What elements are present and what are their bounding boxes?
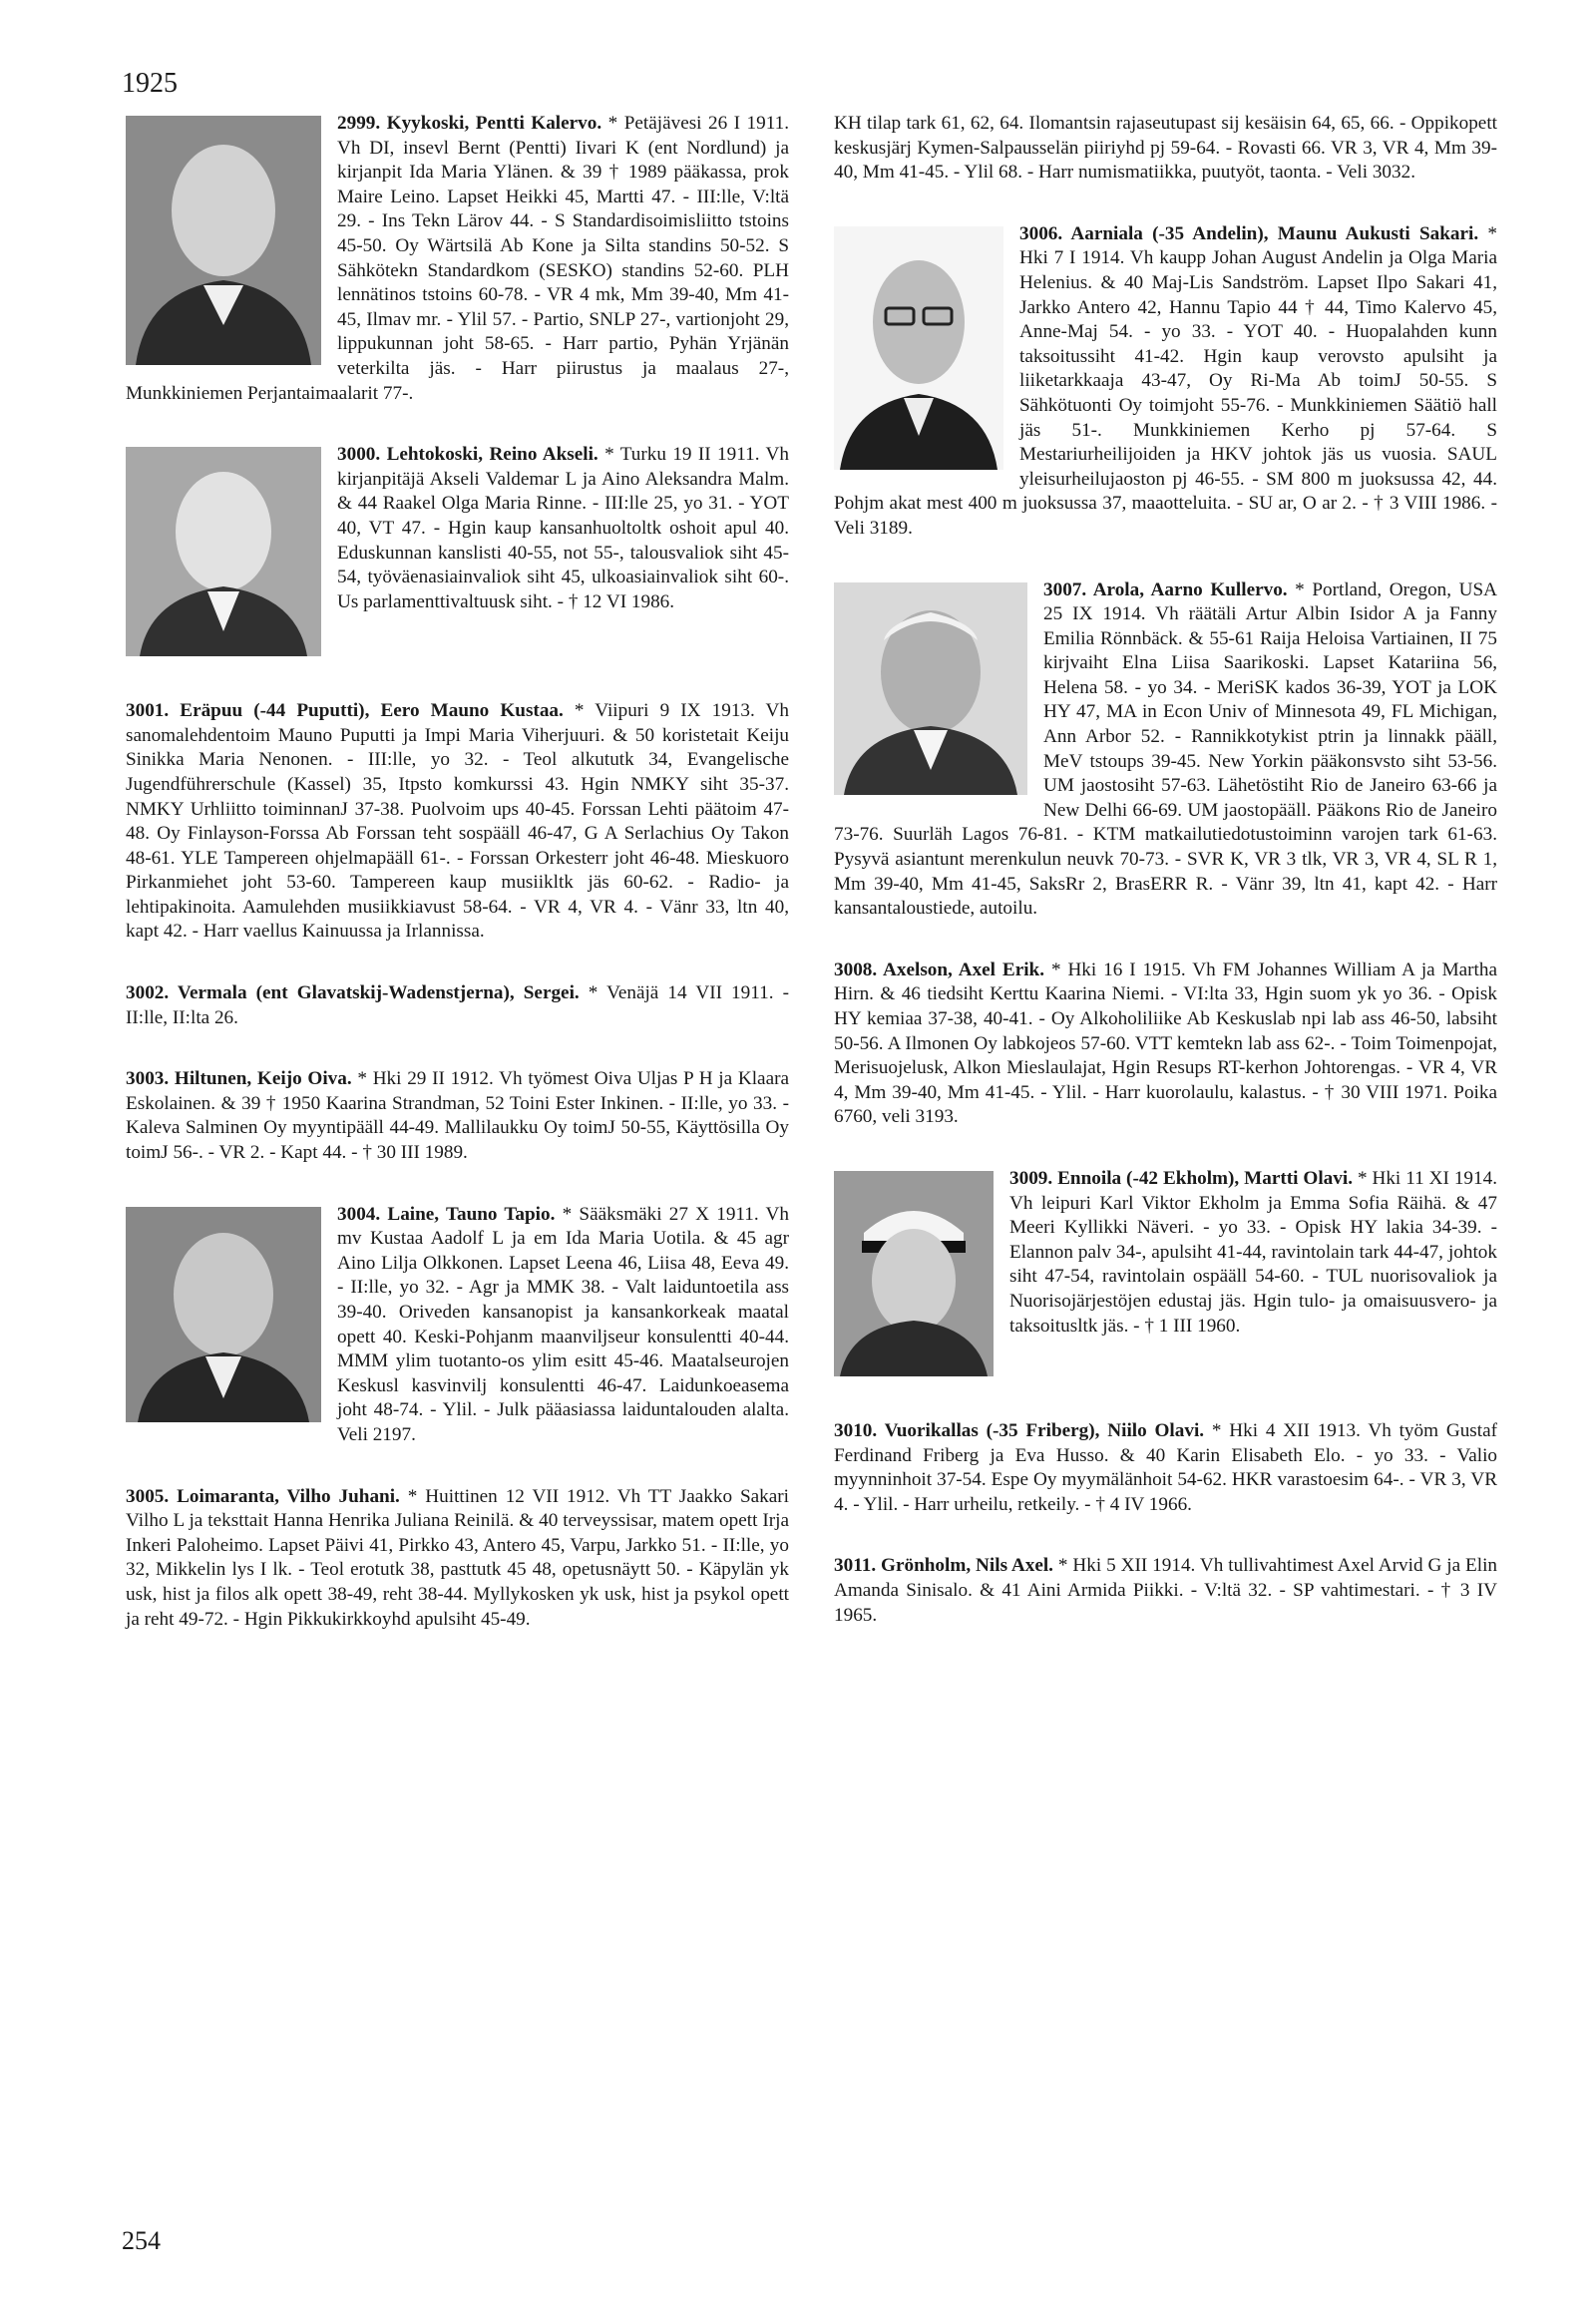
entry-number: 2999.: [337, 113, 381, 134]
portrait-photo-3007: [834, 582, 1027, 795]
entry-text: * Hki 16 I 1915. Vh FM Johannes William A ja Martha Hirn. & 46 tiedsiht Kerttu Kaarina Niemi. - VI:lta 33, Hgin suom yk yo 36. - Opisk HY kemiaa 37-38, 40-41. - Oy Alkoholiliike Ab Keskuslab npi lab ass 46-50, labsiht 50-56. A Ilmonen Oy labkojeos 57-60. VTT kemtekn lab ass 62-. - Toim Toimenpojat, Merisuojelusk, Alkon Mieslaulajat, Hgin Resups RT-kerhon Johtorengas. - VR 4, VR 4, Mm 39-40, Mm 41-45. - Ylil. - Harr kuorolaulu, kalastus. - † 30 VIII 1971. Poika 6760, veli 3193.: [834, 959, 1497, 1128]
entry-text: * Sääksmäki 27 X 1911. Vh mv Kustaa Aadolf L ja em Ida Maria Uotila. & 45 agr Aino Lilja Olkkonen. Lapset Leena 46, Liisa 48, Eeva 49. - II:lle, yo 32. - Agr ja MMK 38. - Valt laiduntoetila ass 39-40. Oriveden kansanopist ja kansankorkeak maatal opett 40. Keski-Pohjanm maanviljseur konsulentti 40-44. MMM ylim tuotanto-os ylim esitt 45-46. Maatalseurojen Keskusl kasvinvilj konsulentti 46-47. Laidunkoeasema joht 48-74. - Ylil. - Julk pääasiassa laiduntalouden alalta. Veli 2197.: [337, 1203, 790, 1445]
entry-text: * Turku 19 II 1911. Vh kirjanpitäjä Akseli Valdemar L ja Aino Aleksandra Malm. & 44 Raakel Olga Maria Rinne. - III:lle 25, yo 31. - YOT 40, VT 47. - Hgin kaup kansanhuoltoltk oshoit apul 40. Eduskunnan kanslisti 40-55, not 55-, talousvaliok siht 45-54, työväenasiainvaliok siht 45, ulkoasiainvaliok siht 60-. Us parlamenttivaltuusk siht. - † 12 VI 1986.: [337, 444, 790, 612]
entry-name: Laine, Tauno Tapio.: [387, 1203, 556, 1225]
entry-number: 3003.: [126, 1068, 170, 1090]
entry-number: 3007.: [1043, 578, 1087, 600]
entry-name: Vermala (ent Glavatskij-Wadenstjerna), Sergei.: [177, 982, 580, 1004]
entry-text: * Hki 5 XII 1914. Vh tullivahtimest Axel Arvid G ja Elin Amanda Sinisalo. & 41 Aini Armida Piikki. - V:ltä 32. - SP vahtimestari. - † 3 IV 1965.: [834, 1555, 1497, 1626]
entry-name: Kyykoski, Pentti Kalervo.: [386, 113, 602, 134]
entry-name: Aarniala (-35 Andelin), Maunu Aukusti Sakari.: [1070, 222, 1479, 244]
entry-3010: [834, 1419, 1497, 1517]
entry-3001: [126, 699, 789, 945]
entry-text: * Petäjävesi 26 I 1911. Vh DI, insevl Bernt (Pentti) Iivari K (ent Nordlund) ja kirjanpit Ida Maria Ylänen. & 39 † 1989 pääkassa, prok Maire Leino. Lapset Heikki 45, Martti 47. - III:lle, V:ltä 29. - Ins Tekn Lärov 44. - S Standardisoimisliitto tstoins 45-50. Oy Wärtsilä Ab Kone ja Silta standins 50-52. S Sähkötekn Standardkom (SESKO) standins 52-60. PLH lennätinos tstoins 60-78. - VR 4 mk, Mm 39-40, Mm 41-45, Ilmav mr. - Ylil 57. - Partio, SNLP 27-, vartionjoht 29, lippukunnan joht 58-65. - Harr partio, Pyhän Yrjänän veterkilta jäs. - Harr piirustus ja maalaus 27-, Munkkiniemen Perjantaimaalarit 77-.: [126, 113, 789, 404]
portrait-photo-3004: [126, 1207, 321, 1422]
entry-3009: [834, 1167, 1497, 1382]
entry-3002: [126, 981, 789, 1030]
right-column: [834, 112, 1497, 1665]
entry-number: 3000.: [337, 444, 381, 466]
entry-3004: [126, 1203, 789, 1448]
page-year-header: 1925: [122, 68, 178, 99]
entry-3005: [126, 1485, 789, 1633]
entry-number: 3008.: [834, 959, 878, 980]
entry-name: Axelson, Axel Erik.: [883, 959, 1045, 980]
entry-name: Grönholm, Nils Axel.: [881, 1555, 1053, 1577]
left-column: [126, 112, 789, 1669]
entry-text: * Venäjä 14 VII 1911. - II:lle, II:lta 26.: [126, 982, 789, 1028]
page-number: 254: [122, 2226, 161, 2255]
entry-number: 3002.: [126, 982, 170, 1004]
entry-name: Hiltunen, Keijo Oiva.: [174, 1068, 352, 1090]
entry-text: * Portland, Oregon, USA 25 IX 1914. Vh räätäli Artur Albin Isidor A ja Fanny Emilia Rönnbäck. & 55-61 Raija Heloisa Vartiainen, II 75 kirjvaiht Elna Liisa Saarikoski. Lapset Katariina 56, Helena 58. - yo 34. - MeriSK kados 36-39, YOT ja LOK HY 47, MA in Econ Univ of Minnesota 49, FL Michigan, Ann Arbor 52. - Rannikkotykist ptrin ja linnakk pääll, MeV tstoups 39-45. New Yorkin pääkonsvsto siht 53-56. UM jaostosiht 57-63. Lähetöstiht Rio de Janeiro 63-66 ja New Delhi 66-69. UM jaostopääll. Pääkons Rio de Janeiro 73-76. Suurläh Lagos 76-81. - KTM matkailutiedotustoiminn varojen tark 61-63. Pysyvä asiantunt merenkulun neuvk 70-73. - SVR K, VR 3 tlk, VR 3, VR 4, SL R 1, Mm 39-40, Mm 41-45, SaksRr 2, BrasERR R. - Vänr 39, ltn 41, kapt 42. - Harr kansantaloustiede, autoilu.: [834, 578, 1497, 920]
entry-text: * Hki 7 I 1914. Vh kaupp Johan August Andelin ja Olga Maria Helenius. & 40 Maj-Lis Sandström. Lapset Ilpo Sakari 41, Jarkko Antero 42, Hannu Tapio 44 † 44, Timo Kalervo 45, Anne-Maj 54. - yo 33. - YOT 40. - Huopalahden kunn taksoitussiht 41-42. Hgin kaup verovsto apulsiht ja liiketarkkaaja 43-47, Oy Ri-Ma Ab toimJ 50-55. S Sähkötuonti Oy toimjoht 55-76. - Munkkiniemen Säätiö hall jäs 51-. Munkkiniemen Kerho pj 57-64. S Mestariurheilijoiden ja HKV johtok jäs us vuosia. SAUL yleisurheilujaoston pj 46-55. - SM 800 m juoksussa 42, 44. Pohjm akat mest 400 m juoksussa 37, maaotteluita. - SU ar, O ar 2. - † 3 VIII 1986. - Veli 3189.: [834, 222, 1497, 539]
entry-number: 3006.: [1019, 222, 1063, 244]
entry-name: Ennoila (-42 Ekholm), Martti Olavi.: [1057, 1167, 1353, 1189]
entry-number: 3010.: [834, 1419, 878, 1441]
entry-3007: [834, 578, 1497, 922]
entry-text: * Hki 29 II 1912. Vh työmest Oiva Uljas P H ja Klaara Eskolainen. & 39 † 1950 Kaarina Strandman, 52 Toini Ester Inkinen. - II:lle, yo 33. - Kaleva Salminen Oy myyntipääll 44-49. Mallilaukku Oy toimJ 50-55, Käyttösilla Oy toimJ 56-. - VR 2. - Kapt 44. - † 30 III 1989.: [126, 1068, 790, 1164]
entry-name: Eräpuu (-44 Puputti), Eero Mauno Kustaa.: [180, 700, 564, 722]
entry-2999: [126, 112, 789, 406]
entry-name: Vuorikallas (-35 Friberg), Niilo Olavi.: [884, 1419, 1205, 1441]
entry-text: * Hki 11 XI 1914. Vh leipuri Karl Viktor Ekholm ja Emma Sofia Räihä. & 47 Meeri Kyllikki Näveri. - yo 33. - Opisk HY lakia 34-39. - Elannon palv 34-, apulsiht 41-44, ravintolain tark 44-47, johtok siht 47-54, ravintolain ospääll 54-60. - TUL nuorisovaliok ja Nuorisojärjestöjen edustaj jäs. Hgin tulo- ja omaisuusvero- ja taksoitusltk jäs. - † 1 III 1960.: [1009, 1167, 1497, 1337]
entry-text: * Huittinen 12 VII 1912. Vh TT Jaakko Sakari Vilho L ja teksttait Hanna Henrika Juliana Reinilä. & 40 terveyssisar, matem opett Irja Inkeri Paloheimo. Lapset Päivi 41, Pirkko 43, Antero 45, Varpu, Jarkko 51. - II:lle, yo 32, Mikkelin lys I lk. - Teol erotutk 38, pasttutk 45 48, opetusnäytt 50. - Käpylän yk usk, hist ja filos alk opett 38-49, reht 38-44. Myllykosken yk usk, hist ja psykol opett ja reht 49-72. - Hgin Pikkukirkkoyhd apulsiht 45-49.: [126, 1485, 790, 1630]
entry-continuation: [834, 112, 1497, 186]
entry-3006: [834, 222, 1497, 542]
entry-name: Arola, Aarno Kullervo.: [1092, 578, 1288, 600]
entry-number: 3005.: [126, 1485, 170, 1507]
entry-3003: [126, 1067, 789, 1165]
entry-name: Lehtokoski, Reino Akseli.: [386, 444, 598, 466]
entry-3008: [834, 959, 1497, 1130]
entry-text: * Viipuri 9 IX 1913. Vh sanomalehdentoim Mauno Puputti ja Impi Maria Viherjuuri. & 50 koristetait Keiju Sinikka Maria Nenonen. - III:lle, yo 32. - Teol alkututk 34, Evangelische Jugendführerschule (Kassel) 35, Itpsto komkurssi 43. Hgin NMKY siht 35-37. NMKY Urhliitto toiminnanJ 37-38. Puolvoim ups 40-45. Forssan Lehti päätoim 47-48. Oy Finlayson-Forssa Ab Forssan teht sospääll 46-47, G A Serlachius Oy Takon 48-61. YLE Tampereen ohjelmapääll 61-. - Forssan Orkesterr joht 46-48. Mieskuoro Pirkanmiehet joht 53-60. Tampereen kaup musiikltk jäs 60-62. - Radio- ja lehtipakinoita. Aamulehden musiikkiavust 58-64. - VR 4, VR 4. - Vänr 33, ltn 40, kapt 42. - Harr vaellus Kainuussa ja Irlannissa.: [126, 700, 790, 943]
entry-number: 3004.: [337, 1203, 381, 1225]
entry-text: KH tilap tark 61, 62, 64. Ilomantsin rajaseutupast sij kesäisin 64, 65, 66. - Oppikopett keskusjärj Kymen-Salpausselän piiriyhd pj 59-64. - Rovasti 66. VR 3, VR 4, Mm 39-40, Mm 41-45. - Ylil 68. - Harr numismatiikka, puutyöt, taonta. - Veli 3032.: [834, 113, 1497, 184]
entry-number: 3011.: [834, 1555, 877, 1577]
entry-3000: [126, 443, 789, 662]
entry-text: * Hki 4 XII 1913. Vh työm Gustaf Ferdinand Friberg ja Eva Husso. & 40 Karin Elisabeth Elo. - yo 33. - Valio myynninhoit 37-54. Espe Oy myymälänhoit 54-62. HKR varastoesim 64-. - VR 3, VR 4. - Ylil. - Harr urheilu, retkeily. - † 4 IV 1966.: [834, 1419, 1498, 1515]
entry-name: Loimaranta, Vilho Juhani.: [177, 1485, 400, 1507]
portrait-photo-3006: [834, 226, 1003, 470]
portrait-photo-2999: [126, 116, 321, 365]
entry-3011: [834, 1554, 1497, 1628]
portrait-photo-3000: [126, 447, 321, 656]
portrait-photo-3009: [834, 1171, 994, 1376]
entry-number: 3009.: [1009, 1167, 1053, 1189]
entry-number: 3001.: [126, 700, 170, 722]
